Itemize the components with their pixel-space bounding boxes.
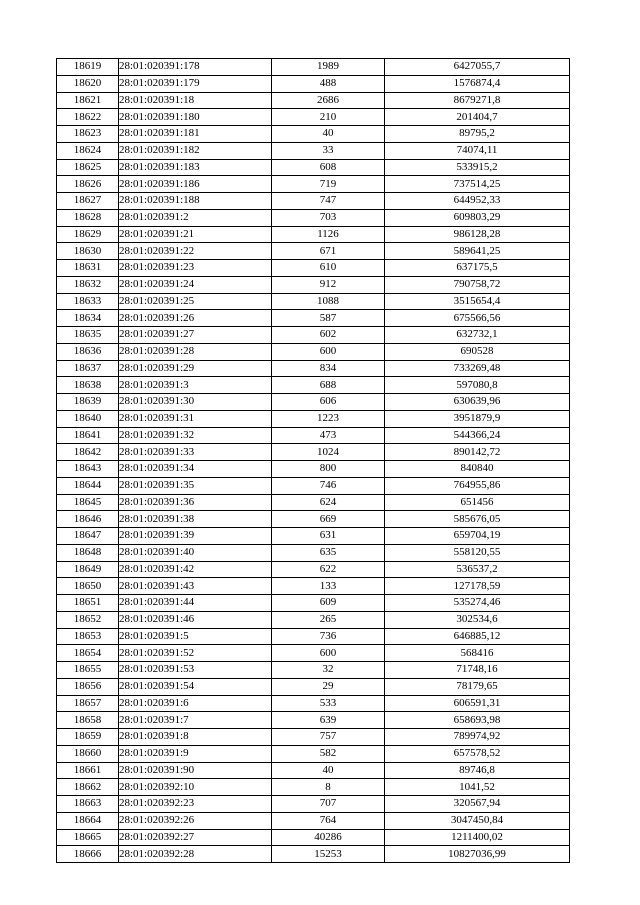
- table-row: [57, 159, 570, 176]
- cost-value-cell: 1211400,02: [385, 829, 570, 846]
- area-value-cell: 671: [272, 243, 385, 260]
- table-row: [57, 561, 570, 578]
- row-number-cell: 18637: [57, 360, 119, 377]
- row-number-cell: 18633: [57, 293, 119, 310]
- cost-value-cell: 320567,94: [385, 796, 570, 813]
- area-value-cell: 1989: [272, 59, 385, 76]
- table-row: [57, 243, 570, 260]
- table-row: [57, 394, 570, 411]
- cadastral-number-cell: 28:01:020391:3: [119, 377, 272, 394]
- cadastral-number-cell: 28:01:020391:25: [119, 293, 272, 310]
- cost-value-cell: 675566,56: [385, 310, 570, 327]
- area-value-cell: 764: [272, 812, 385, 829]
- cadastral-number-cell: 28:01:020391:54: [119, 678, 272, 695]
- area-value-cell: 624: [272, 494, 385, 511]
- area-value-cell: 746: [272, 477, 385, 494]
- cost-value-cell: 606591,31: [385, 695, 570, 712]
- cost-value-cell: 3951879,9: [385, 410, 570, 427]
- area-value-cell: 631: [272, 528, 385, 545]
- row-number-cell: 18660: [57, 745, 119, 762]
- cost-value-cell: 637175,5: [385, 260, 570, 277]
- table-row: [57, 126, 570, 143]
- row-number-cell: 18636: [57, 343, 119, 360]
- row-number-cell: 18638: [57, 377, 119, 394]
- cost-value-cell: 657578,52: [385, 745, 570, 762]
- table-row: [57, 779, 570, 796]
- row-number-cell: 18644: [57, 477, 119, 494]
- cost-value-cell: 986128,28: [385, 226, 570, 243]
- area-value-cell: 15253: [272, 846, 385, 863]
- row-number-cell: 18622: [57, 109, 119, 126]
- cost-value-cell: 558120,55: [385, 544, 570, 561]
- area-value-cell: 582: [272, 745, 385, 762]
- row-number-cell: 18645: [57, 494, 119, 511]
- cadastral-number-cell: 28:01:020391:178: [119, 59, 272, 76]
- row-number-cell: 18632: [57, 276, 119, 293]
- cost-value-cell: 1576874,4: [385, 75, 570, 92]
- row-number-cell: 18649: [57, 561, 119, 578]
- area-value-cell: 669: [272, 511, 385, 528]
- cost-value-cell: 658693,98: [385, 712, 570, 729]
- cost-value-cell: 127178,59: [385, 578, 570, 595]
- table-row: [57, 762, 570, 779]
- area-value-cell: 133: [272, 578, 385, 595]
- table-row: [57, 544, 570, 561]
- cadastral-number-cell: 28:01:020391:42: [119, 561, 272, 578]
- cadastral-number-cell: 28:01:020391:180: [119, 109, 272, 126]
- cost-value-cell: 690528: [385, 343, 570, 360]
- table-row: [57, 327, 570, 344]
- table-row: [57, 494, 570, 511]
- cost-value-cell: 533915,2: [385, 159, 570, 176]
- cost-value-cell: 536537,2: [385, 561, 570, 578]
- table-row: [57, 343, 570, 360]
- cadastral-number-cell: 28:01:020391:182: [119, 142, 272, 159]
- row-number-cell: 18625: [57, 159, 119, 176]
- cadastral-number-cell: 28:01:020391:36: [119, 494, 272, 511]
- table-row: [57, 59, 570, 76]
- cost-value-cell: 840840: [385, 461, 570, 478]
- table-row: [57, 293, 570, 310]
- area-value-cell: 602: [272, 327, 385, 344]
- area-value-cell: 32: [272, 662, 385, 679]
- cadastral-number-cell: 28:01:020391:188: [119, 193, 272, 210]
- cadastral-number-cell: 28:01:020391:29: [119, 360, 272, 377]
- row-number-cell: 18648: [57, 544, 119, 561]
- table-row: [57, 410, 570, 427]
- cadastral-number-cell: 28:01:020391:8: [119, 729, 272, 746]
- row-number-cell: 18621: [57, 92, 119, 109]
- row-number-cell: 18661: [57, 762, 119, 779]
- row-number-cell: 18641: [57, 427, 119, 444]
- cost-value-cell: 737514,25: [385, 176, 570, 193]
- row-number-cell: 18643: [57, 461, 119, 478]
- cadastral-number-cell: 28:01:020391:9: [119, 745, 272, 762]
- table-row: [57, 193, 570, 210]
- cadastral-number-cell: 28:01:020391:43: [119, 578, 272, 595]
- row-number-cell: 18642: [57, 444, 119, 461]
- cadastral-number-cell: 28:01:020391:2: [119, 209, 272, 226]
- cadastral-number-cell: 28:01:020391:26: [119, 310, 272, 327]
- table-row: [57, 578, 570, 595]
- area-value-cell: 608: [272, 159, 385, 176]
- cost-value-cell: 589641,25: [385, 243, 570, 260]
- row-number-cell: 18662: [57, 779, 119, 796]
- row-number-cell: 18627: [57, 193, 119, 210]
- area-value-cell: 609: [272, 595, 385, 612]
- row-number-cell: 18652: [57, 611, 119, 628]
- cadastral-number-cell: 28:01:020392:23: [119, 796, 272, 813]
- row-number-cell: 18654: [57, 645, 119, 662]
- table-row: [57, 276, 570, 293]
- table-row: [57, 595, 570, 612]
- area-value-cell: 639: [272, 712, 385, 729]
- cost-value-cell: 646885,12: [385, 628, 570, 645]
- row-number-cell: 18628: [57, 209, 119, 226]
- row-number-cell: 18647: [57, 528, 119, 545]
- area-value-cell: 8: [272, 779, 385, 796]
- cost-value-cell: 733269,48: [385, 360, 570, 377]
- area-value-cell: 800: [272, 461, 385, 478]
- cadastral-number-cell: 28:01:020391:24: [119, 276, 272, 293]
- table-row: [57, 662, 570, 679]
- row-number-cell: 18650: [57, 578, 119, 595]
- area-value-cell: 473: [272, 427, 385, 444]
- cadastral-number-cell: 28:01:020391:33: [119, 444, 272, 461]
- cost-value-cell: 651456: [385, 494, 570, 511]
- cadastral-number-cell: 28:01:020392:26: [119, 812, 272, 829]
- cadastral-number-cell: 28:01:020391:28: [119, 343, 272, 360]
- area-value-cell: 606: [272, 394, 385, 411]
- table-row: [57, 511, 570, 528]
- table-row: [57, 461, 570, 478]
- area-value-cell: 600: [272, 645, 385, 662]
- cost-value-cell: 630639,96: [385, 394, 570, 411]
- cadastral-number-cell: 28:01:020391:35: [119, 477, 272, 494]
- cadastral-number-cell: 28:01:020391:40: [119, 544, 272, 561]
- cost-value-cell: 659704,19: [385, 528, 570, 545]
- row-number-cell: 18665: [57, 829, 119, 846]
- area-value-cell: 703: [272, 209, 385, 226]
- cost-value-cell: 544366,24: [385, 427, 570, 444]
- cost-value-cell: 201404,7: [385, 109, 570, 126]
- cost-value-cell: 3515654,4: [385, 293, 570, 310]
- cadastral-number-cell: 28:01:020391:22: [119, 243, 272, 260]
- table-row: [57, 226, 570, 243]
- row-number-cell: 18651: [57, 595, 119, 612]
- table-row: [57, 427, 570, 444]
- row-number-cell: 18658: [57, 712, 119, 729]
- row-number-cell: 18640: [57, 410, 119, 427]
- cadastral-number-cell: 28:01:020391:7: [119, 712, 272, 729]
- cadastral-number-cell: 28:01:020391:53: [119, 662, 272, 679]
- row-number-cell: 18620: [57, 75, 119, 92]
- cadastral-number-cell: 28:01:020391:38: [119, 511, 272, 528]
- cost-value-cell: 8679271,8: [385, 92, 570, 109]
- table-row: [57, 477, 570, 494]
- table-row: [57, 645, 570, 662]
- row-number-cell: 18619: [57, 59, 119, 76]
- cadastral-number-cell: 28:01:020391:18: [119, 92, 272, 109]
- table-row: [57, 142, 570, 159]
- row-number-cell: 18653: [57, 628, 119, 645]
- cost-value-cell: 609803,29: [385, 209, 570, 226]
- table-row: [57, 796, 570, 813]
- cost-value-cell: 597080,8: [385, 377, 570, 394]
- row-number-cell: 18657: [57, 695, 119, 712]
- area-value-cell: 600: [272, 343, 385, 360]
- table-row: [57, 209, 570, 226]
- cadastral-number-cell: 28:01:020391:90: [119, 762, 272, 779]
- row-number-cell: 18646: [57, 511, 119, 528]
- area-value-cell: 707: [272, 796, 385, 813]
- table-row: [57, 377, 570, 394]
- row-number-cell: 18630: [57, 243, 119, 260]
- row-number-cell: 18663: [57, 796, 119, 813]
- area-value-cell: 1126: [272, 226, 385, 243]
- cadastral-number-cell: 28:01:020391:46: [119, 611, 272, 628]
- cadastral-number-cell: 28:01:020391:6: [119, 695, 272, 712]
- cadastral-number-cell: 28:01:020391:31: [119, 410, 272, 427]
- table-row: [57, 695, 570, 712]
- area-value-cell: 719: [272, 176, 385, 193]
- cadastral-number-cell: 28:01:020392:28: [119, 846, 272, 863]
- table-row: [57, 846, 570, 863]
- cadastral-number-cell: 28:01:020391:179: [119, 75, 272, 92]
- table-row: [57, 109, 570, 126]
- table-row: [57, 75, 570, 92]
- cost-value-cell: 302534,6: [385, 611, 570, 628]
- area-value-cell: 1223: [272, 410, 385, 427]
- cost-value-cell: 1041,52: [385, 779, 570, 796]
- cost-value-cell: 89746,8: [385, 762, 570, 779]
- cadastral-number-cell: 28:01:020391:5: [119, 628, 272, 645]
- area-value-cell: 210: [272, 109, 385, 126]
- area-value-cell: 265: [272, 611, 385, 628]
- row-number-cell: 18629: [57, 226, 119, 243]
- area-value-cell: 29: [272, 678, 385, 695]
- cadastral-number-cell: 28:01:020391:44: [119, 595, 272, 612]
- table-row: [57, 729, 570, 746]
- cadastral-number-cell: 28:01:020392:27: [119, 829, 272, 846]
- table-body: [57, 59, 570, 863]
- cadastral-number-cell: 28:01:020391:21: [119, 226, 272, 243]
- table-row: [57, 310, 570, 327]
- row-number-cell: 18626: [57, 176, 119, 193]
- cost-value-cell: 890142,72: [385, 444, 570, 461]
- cost-value-cell: 3047450,84: [385, 812, 570, 829]
- area-value-cell: 1088: [272, 293, 385, 310]
- cadastral-number-cell: 28:01:020391:30: [119, 394, 272, 411]
- cost-value-cell: 632732,1: [385, 327, 570, 344]
- table-row: [57, 92, 570, 109]
- table-row: [57, 360, 570, 377]
- cost-value-cell: 74074,11: [385, 142, 570, 159]
- row-number-cell: 18666: [57, 846, 119, 863]
- table-row: [57, 712, 570, 729]
- area-value-cell: 912: [272, 276, 385, 293]
- cadastral-number-cell: 28:01:020391:186: [119, 176, 272, 193]
- area-value-cell: 736: [272, 628, 385, 645]
- area-value-cell: 1024: [272, 444, 385, 461]
- area-value-cell: 757: [272, 729, 385, 746]
- row-number-cell: 18655: [57, 662, 119, 679]
- area-value-cell: 610: [272, 260, 385, 277]
- area-value-cell: 622: [272, 561, 385, 578]
- table-row: [57, 528, 570, 545]
- cost-value-cell: 790758,72: [385, 276, 570, 293]
- cost-value-cell: 78179,65: [385, 678, 570, 695]
- cadastral-number-cell: 28:01:020391:27: [119, 327, 272, 344]
- cost-value-cell: 89795,2: [385, 126, 570, 143]
- table-row: [57, 444, 570, 461]
- area-value-cell: 635: [272, 544, 385, 561]
- area-value-cell: 40286: [272, 829, 385, 846]
- cadastral-number-cell: 28:01:020391:39: [119, 528, 272, 545]
- cadastral-table: [56, 58, 570, 863]
- row-number-cell: 18656: [57, 678, 119, 695]
- area-value-cell: 533: [272, 695, 385, 712]
- row-number-cell: 18659: [57, 729, 119, 746]
- area-value-cell: 488: [272, 75, 385, 92]
- cost-value-cell: 644952,33: [385, 193, 570, 210]
- table-row: [57, 611, 570, 628]
- cost-value-cell: 585676,05: [385, 511, 570, 528]
- row-number-cell: 18634: [57, 310, 119, 327]
- area-value-cell: 2686: [272, 92, 385, 109]
- cost-value-cell: 568416: [385, 645, 570, 662]
- cadastral-number-cell: 28:01:020392:10: [119, 779, 272, 796]
- cadastral-number-cell: 28:01:020391:183: [119, 159, 272, 176]
- row-number-cell: 18623: [57, 126, 119, 143]
- row-number-cell: 18635: [57, 327, 119, 344]
- area-value-cell: 587: [272, 310, 385, 327]
- area-value-cell: 834: [272, 360, 385, 377]
- cost-value-cell: 71748,16: [385, 662, 570, 679]
- cost-value-cell: 535274,46: [385, 595, 570, 612]
- table-row: [57, 812, 570, 829]
- row-number-cell: 18639: [57, 394, 119, 411]
- table-row: [57, 628, 570, 645]
- cadastral-number-cell: 28:01:020391:32: [119, 427, 272, 444]
- row-number-cell: 18624: [57, 142, 119, 159]
- table-row: [57, 678, 570, 695]
- cost-value-cell: 10827036,99: [385, 846, 570, 863]
- cost-value-cell: 789974,92: [385, 729, 570, 746]
- cost-value-cell: 6427055,7: [385, 59, 570, 76]
- table-row: [57, 260, 570, 277]
- area-value-cell: 688: [272, 377, 385, 394]
- cost-value-cell: 764955,86: [385, 477, 570, 494]
- cadastral-number-cell: 28:01:020391:52: [119, 645, 272, 662]
- area-value-cell: 33: [272, 142, 385, 159]
- area-value-cell: 40: [272, 126, 385, 143]
- cadastral-number-cell: 28:01:020391:181: [119, 126, 272, 143]
- row-number-cell: 18631: [57, 260, 119, 277]
- table-row: [57, 745, 570, 762]
- cadastral-number-cell: 28:01:020391:34: [119, 461, 272, 478]
- cadastral-number-cell: 28:01:020391:23: [119, 260, 272, 277]
- row-number-cell: 18664: [57, 812, 119, 829]
- area-value-cell: 40: [272, 762, 385, 779]
- table-row: [57, 829, 570, 846]
- area-value-cell: 747: [272, 193, 385, 210]
- table-row: [57, 176, 570, 193]
